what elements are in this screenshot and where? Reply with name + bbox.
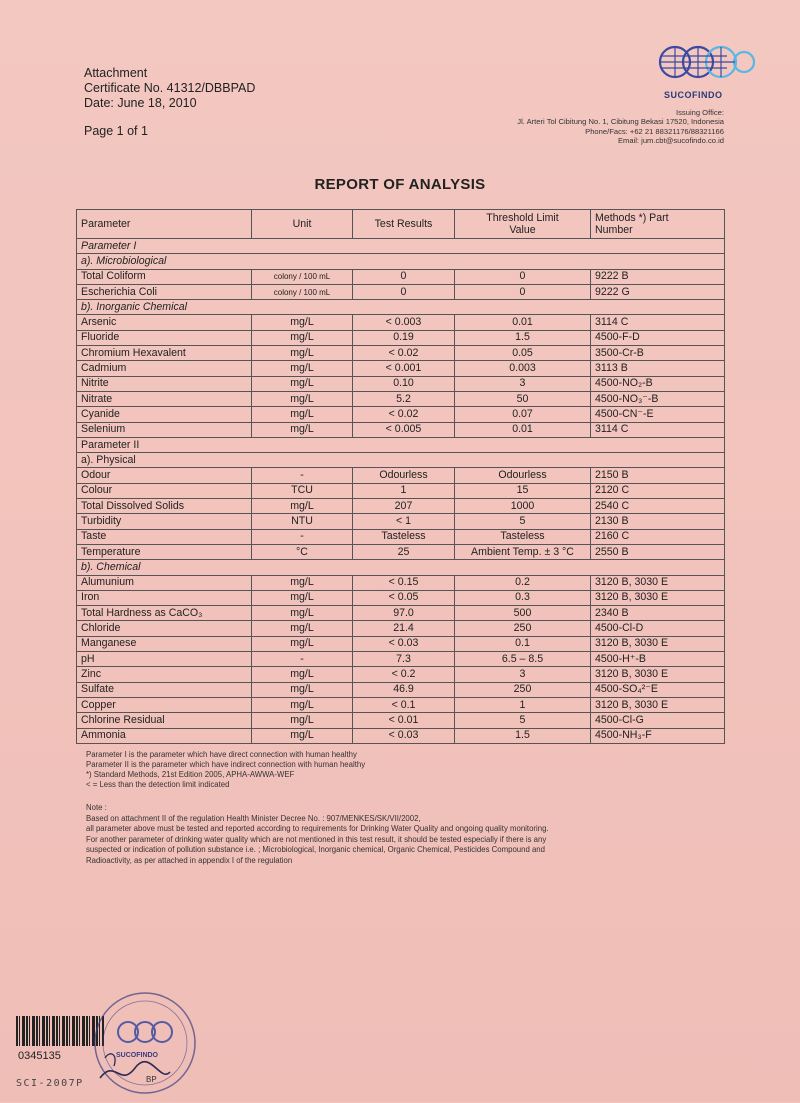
office-email: Email: jum.cbt@sucofindo.co.id <box>617 136 724 146</box>
stamp-company-name: SUCOFINDO <box>116 1052 158 1059</box>
col-header-threshold-text: Threshold Limit Value <box>486 212 559 236</box>
table-row <box>77 391 725 406</box>
report-title: REPORT OF ANALYSIS <box>314 176 486 193</box>
cell-parameter: Zinc <box>77 667 252 682</box>
cell-test-result: < 0.03 <box>353 636 455 651</box>
cell-method: 3500-Cr-B <box>591 346 725 361</box>
cell-test-result: 0.19 <box>353 330 455 345</box>
cell-threshold: 500 <box>455 606 591 621</box>
cell-test-result: 97.0 <box>353 606 455 621</box>
cell-test-result: < 0.003 <box>353 315 455 330</box>
cell-threshold: Tasteless <box>455 529 591 544</box>
cell-test-result: 7.3 <box>353 652 455 667</box>
cell-parameter: Alumunium <box>77 575 252 590</box>
table-row <box>77 376 725 391</box>
cell-parameter: Iron <box>77 590 252 605</box>
cell-method: 4500-Cl-G <box>591 713 725 728</box>
cell-threshold: 3 <box>455 376 591 391</box>
table-row <box>77 667 725 682</box>
cell-method: 4500-F-D <box>591 330 725 345</box>
footnote: *) Standard Methods, 21st Edition 2005, APHA-AWWA-WEF <box>86 770 295 779</box>
table-section-row <box>77 453 725 468</box>
cell-parameter: Selenium <box>77 422 252 437</box>
note-line: all parameter above must be tested and reported according to requirements for Drinking Water Quality and ongoing quality monitoring. <box>86 824 549 833</box>
cell-method: 4500-SO₄²⁻E <box>591 682 725 697</box>
table-row <box>77 330 725 345</box>
cell-threshold: 0.2 <box>455 575 591 590</box>
cell-unit: mg/L <box>252 621 353 636</box>
col-header-parameter: Parameter <box>77 210 252 239</box>
col-header-unit: Unit <box>252 210 353 239</box>
cell-test-result: 5.2 <box>353 391 455 406</box>
company-name: SUCOFINDO <box>664 90 723 100</box>
cell-unit: mg/L <box>252 606 353 621</box>
cell-unit: mg/L <box>252 697 353 712</box>
barcode-number: 0345135 <box>18 1050 61 1062</box>
table-row <box>77 590 725 605</box>
cell-method: 4500-NO₂-B <box>591 376 725 391</box>
cell-unit: mg/L <box>252 636 353 651</box>
cell-parameter: Turbidity <box>77 514 252 529</box>
footnote: Parameter II is the parameter which have indirect connection with human healthy <box>86 760 366 769</box>
analysis-table <box>76 209 725 744</box>
cell-threshold: 1.5 <box>455 330 591 345</box>
table-section-row <box>77 437 725 452</box>
cell-unit: - <box>252 652 353 667</box>
cell-parameter: Nitrite <box>77 376 252 391</box>
cell-method: 9222 B <box>591 269 725 284</box>
cell-unit: mg/L <box>252 391 353 406</box>
cell-threshold: 0.3 <box>455 590 591 605</box>
table-section-row <box>77 560 725 575</box>
table-row <box>77 529 725 544</box>
table-row <box>77 544 725 559</box>
cell-parameter: Total Coliform <box>77 269 252 284</box>
table-row <box>77 361 725 376</box>
table-section-row <box>77 254 725 269</box>
table-row <box>77 514 725 529</box>
cell-parameter: Nitrate <box>77 391 252 406</box>
note-line: Based on attachment II of the regulation Health Minister Decree No. : 907/MENKES/SK/VII/2002, <box>86 813 421 823</box>
section-label: b). Inorganic Chemical <box>77 300 725 315</box>
cell-parameter: Cadmium <box>77 361 252 376</box>
cell-parameter: Manganese <box>77 636 252 651</box>
cell-test-result: 21.4 <box>353 621 455 636</box>
cell-parameter: Copper <box>77 697 252 712</box>
cell-parameter: Chloride <box>77 621 252 636</box>
cell-parameter: Total Dissolved Solids <box>77 499 252 514</box>
report-date: Date: June 18, 2010 <box>84 96 197 110</box>
table-row <box>77 606 725 621</box>
cell-parameter: Sulfate <box>77 682 252 697</box>
cell-method: 3114 C <box>591 422 725 437</box>
cell-method: 4500-Cl-D <box>591 621 725 636</box>
cell-unit: mg/L <box>252 422 353 437</box>
cell-method: 2120 C <box>591 483 725 498</box>
table-row <box>77 284 725 299</box>
table-row <box>77 682 725 697</box>
office-phone: Phone/Facs: +62 21 88321176/88321166 <box>585 126 724 136</box>
cell-unit: mg/L <box>252 575 353 590</box>
cell-parameter: Total Hardness as CaCO₃ <box>77 606 252 621</box>
table-row <box>77 346 725 361</box>
table-row <box>77 621 725 636</box>
cell-method: 4500-CN⁻-E <box>591 407 725 422</box>
cell-parameter: Cyanide <box>77 407 252 422</box>
footnote: Parameter I is the parameter which have direct connection with human healthy <box>86 750 357 759</box>
cell-test-result: < 0.2 <box>353 667 455 682</box>
table-row <box>77 499 725 514</box>
table-row <box>77 713 725 728</box>
cell-method: 3120 B, 3030 E <box>591 575 725 590</box>
cell-method: 3120 B, 3030 E <box>591 667 725 682</box>
footnote: < = Less than the detection limit indicated <box>86 780 230 789</box>
cell-threshold: 5 <box>455 514 591 529</box>
cell-threshold: Ambient Temp. ± 3 °C <box>455 544 591 559</box>
issuing-office <box>517 108 724 146</box>
company-stamp <box>90 988 200 1103</box>
cell-threshold: 1.5 <box>455 728 591 743</box>
cell-unit: colony / 100 mL <box>252 284 353 299</box>
table-row <box>77 575 725 590</box>
cell-parameter: Colour <box>77 483 252 498</box>
cell-test-result: < 0.03 <box>353 728 455 743</box>
table-row <box>77 636 725 651</box>
cell-unit: TCU <box>252 483 353 498</box>
cell-parameter: pH <box>77 652 252 667</box>
cell-threshold: 6.5 – 8.5 <box>455 652 591 667</box>
cell-test-result: 0 <box>353 269 455 284</box>
section-label: b). Chemical <box>77 560 725 575</box>
note-line: suspected or indication of pollution substance i.e. ; Microbiological, Inorganic chemical, Organic Chemical, Pesticides Compound and <box>86 845 545 854</box>
cell-test-result: 0.10 <box>353 376 455 391</box>
cell-test-result: 1 <box>353 483 455 498</box>
cell-threshold: 250 <box>455 621 591 636</box>
section-label: a). Physical <box>77 453 725 468</box>
table-row <box>77 483 725 498</box>
cell-unit: mg/L <box>252 407 353 422</box>
cell-method: 3120 B, 3030 E <box>591 590 725 605</box>
cell-threshold: 0.01 <box>455 422 591 437</box>
cell-parameter: Escherichia Coli <box>77 284 252 299</box>
cell-threshold: 0 <box>455 284 591 299</box>
table-row <box>77 728 725 743</box>
cell-unit: mg/L <box>252 682 353 697</box>
cell-threshold: 15 <box>455 483 591 498</box>
section-label: Parameter II <box>77 437 725 452</box>
cell-method: 4500-NO₃⁻-B <box>591 391 725 406</box>
cell-method: 3114 C <box>591 315 725 330</box>
cell-unit: mg/L <box>252 499 353 514</box>
signature-suffix: BP <box>146 1075 157 1084</box>
cell-test-result: < 0.15 <box>353 575 455 590</box>
cell-threshold: 1 <box>455 697 591 712</box>
cell-test-result: < 1 <box>353 514 455 529</box>
footnotes <box>86 750 365 790</box>
cell-method: 2550 B <box>591 544 725 559</box>
cell-test-result: < 0.05 <box>353 590 455 605</box>
cell-method: 4500-H⁺-B <box>591 652 725 667</box>
page-number: Page 1 of 1 <box>84 124 148 138</box>
cell-threshold: 0.003 <box>455 361 591 376</box>
table-section-row <box>77 239 725 254</box>
cell-test-result: < 0.005 <box>353 422 455 437</box>
table-row <box>77 468 725 483</box>
section-label: a). Microbiological <box>77 254 725 269</box>
cell-method: 2340 B <box>591 606 725 621</box>
cell-unit: mg/L <box>252 376 353 391</box>
cell-test-result: < 0.001 <box>353 361 455 376</box>
cell-unit: mg/L <box>252 315 353 330</box>
cell-test-result: 0 <box>353 284 455 299</box>
cell-unit: mg/L <box>252 667 353 682</box>
note-label: Note : <box>86 803 107 812</box>
cell-threshold: 0.1 <box>455 636 591 651</box>
cell-unit: - <box>252 529 353 544</box>
header-info <box>84 66 255 111</box>
cell-parameter: Ammonia <box>77 728 252 743</box>
cell-unit: mg/L <box>252 330 353 345</box>
table-row <box>77 652 725 667</box>
serial-number: SCI-2007P <box>16 1078 84 1089</box>
cell-method: 3120 B, 3030 E <box>591 697 725 712</box>
cell-parameter: Fluoride <box>77 330 252 345</box>
cell-parameter: Taste <box>77 529 252 544</box>
note-line: Radioactivity, as per attached in appendix I of the regulation <box>86 855 293 865</box>
cell-threshold: Odourless <box>455 468 591 483</box>
sucofindo-logo <box>655 40 755 86</box>
table-row <box>77 407 725 422</box>
table-row <box>77 269 725 284</box>
cell-method: 9222 G <box>591 284 725 299</box>
cell-unit: mg/L <box>252 590 353 605</box>
cell-threshold: 250 <box>455 682 591 697</box>
cell-parameter: Chlorine Residual <box>77 713 252 728</box>
col-header-test-results <box>353 210 455 239</box>
cell-method: 3113 B <box>591 361 725 376</box>
attachment-label: Attachment <box>84 66 148 80</box>
cell-test-result: 25 <box>353 544 455 559</box>
col-header-test-results-text: Test Results <box>374 218 433 230</box>
regulation-note <box>86 803 736 866</box>
cell-test-result: 46.9 <box>353 682 455 697</box>
cell-test-result: < 0.1 <box>353 697 455 712</box>
cell-unit: - <box>252 468 353 483</box>
cell-threshold: 0.01 <box>455 315 591 330</box>
col-header-threshold <box>455 210 591 239</box>
cell-test-result: 207 <box>353 499 455 514</box>
cell-threshold: 0.07 <box>455 407 591 422</box>
cell-unit: °C <box>252 544 353 559</box>
cell-threshold: 3 <box>455 667 591 682</box>
cell-unit: NTU <box>252 514 353 529</box>
cell-test-result: < 0.02 <box>353 407 455 422</box>
note-line: For another parameter of drinking water quality which are not mentioned in this test result, it should be tested especially if there is any <box>86 834 547 844</box>
table-header-row <box>77 210 725 239</box>
cell-parameter: Chromium Hexavalent <box>77 346 252 361</box>
cell-method: 3120 B, 3030 E <box>591 636 725 651</box>
cell-threshold: 50 <box>455 391 591 406</box>
cell-threshold: 0 <box>455 269 591 284</box>
cell-test-result: < 0.02 <box>353 346 455 361</box>
cell-method: 2540 C <box>591 499 725 514</box>
cell-test-result: < 0.01 <box>353 713 455 728</box>
col-header-methods <box>591 210 725 239</box>
cell-test-result: Tasteless <box>353 529 455 544</box>
cell-threshold: 5 <box>455 713 591 728</box>
office-label: Issuing Office: <box>676 108 724 117</box>
cell-test-result: Odourless <box>353 468 455 483</box>
cell-parameter: Temperature <box>77 544 252 559</box>
table-row <box>77 697 725 712</box>
cell-method: 2130 B <box>591 514 725 529</box>
cell-unit: mg/L <box>252 346 353 361</box>
cell-unit: mg/L <box>252 728 353 743</box>
cell-unit: colony / 100 mL <box>252 269 353 284</box>
cell-unit: mg/L <box>252 713 353 728</box>
cell-method: 4500-NH₃-F <box>591 728 725 743</box>
cell-threshold: 0.05 <box>455 346 591 361</box>
office-address: Jl. Arteri Tol Cibitung No. 1, Cibitung Bekasi 17520, Indonesia <box>517 117 724 127</box>
table-row <box>77 422 725 437</box>
cell-parameter: Odour <box>77 468 252 483</box>
table-row <box>77 315 725 330</box>
cell-unit: mg/L <box>252 361 353 376</box>
table-section-row <box>77 300 725 315</box>
section-label: Parameter I <box>77 239 725 254</box>
cell-method: 2150 B <box>591 468 725 483</box>
cell-threshold: 1000 <box>455 499 591 514</box>
cell-parameter: Arsenic <box>77 315 252 330</box>
certificate-number: Certificate No. 41312/DBBPAD <box>84 81 256 95</box>
cell-method: 2160 C <box>591 529 725 544</box>
col-header-methods-text: Methods *) Part Number <box>595 212 669 236</box>
